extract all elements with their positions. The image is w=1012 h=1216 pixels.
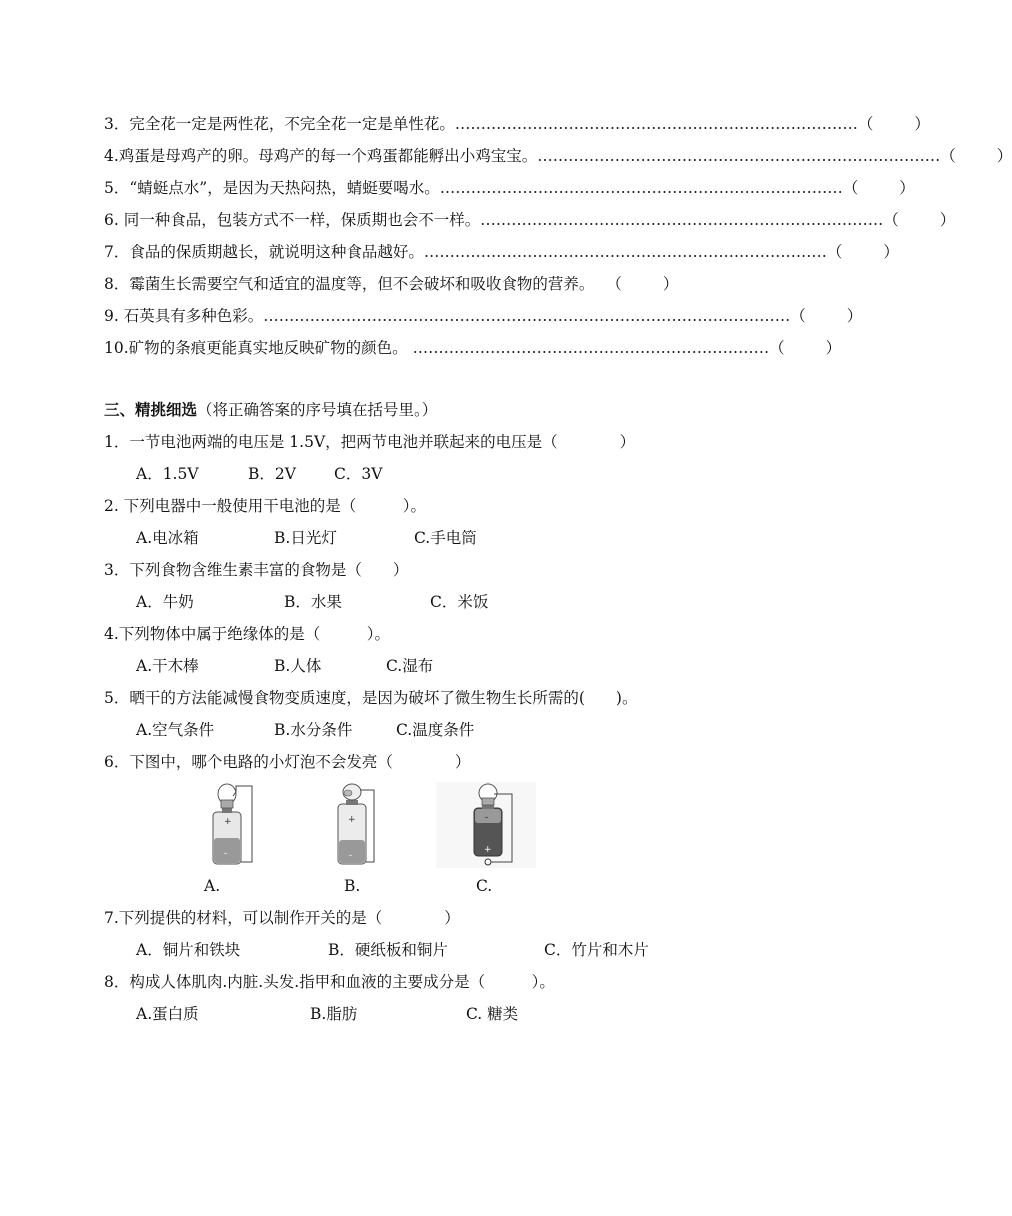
option-b[interactable]: B.脂肪 xyxy=(310,1005,358,1023)
svg-text:+: + xyxy=(484,845,492,855)
option-a[interactable]: A.干木棒 xyxy=(136,657,199,675)
judge-item-4 xyxy=(104,144,1012,168)
option-a[interactable]: A．牛奶 xyxy=(136,593,194,611)
option-b[interactable]: B.水分条件 xyxy=(274,721,353,739)
judge-text: 6. 同一种食品，包装方式不一样，保质期也会不一样。 xyxy=(104,211,481,229)
question-4: 4.下列物体中属于绝缘体的是（ ）。 xyxy=(104,625,391,643)
option-a[interactable]: A．1.5V xyxy=(136,465,199,483)
question-3: 3．下列食物含维生素丰富的食物是（ ） xyxy=(104,561,409,579)
judge-item-10 xyxy=(104,336,842,360)
leader-dots: …………………………………………………………………… xyxy=(423,243,827,261)
leader-dots xyxy=(594,272,606,296)
judge-item-7 xyxy=(104,240,899,264)
answer-blank[interactable]: （ ） xyxy=(883,211,956,229)
judge-text: 9. 石英具有多种色彩。 xyxy=(104,307,264,325)
section-instruction: （将正确答案的序号填在括号里。） xyxy=(197,401,438,419)
judge-text: 8．霉菌生长需要空气和适宜的温度等，但不会破坏和吸收食物的营养。 xyxy=(104,275,595,293)
option-c[interactable]: C．米饭 xyxy=(430,593,489,611)
section-heading xyxy=(104,398,437,422)
option-b[interactable]: B.人体 xyxy=(274,657,322,675)
judge-item-6 xyxy=(104,208,956,232)
circuit-label-c: C. xyxy=(476,877,493,895)
leader-dots: …………………………………………………………………… xyxy=(439,179,843,197)
judge-text: 3．完全花一定是两性花，不完全花一定是单性花。 xyxy=(104,115,455,133)
option-c[interactable]: C．竹片和木片 xyxy=(544,941,649,959)
judge-text: 7．食品的保质期越长，就说明这种食品越好。 xyxy=(104,243,424,261)
question-8: 8．构成人体肌肉.内脏.头发.指甲和血液的主要成分是（ ）。 xyxy=(104,973,555,991)
circuit-diagram-a[interactable] xyxy=(180,782,280,868)
leader-dots: …………………………………………………………… xyxy=(407,339,770,357)
option-b[interactable]: B.日光灯 xyxy=(274,529,337,547)
option-a[interactable]: A.电冰箱 xyxy=(136,529,199,547)
answer-blank[interactable]: （ ） xyxy=(857,115,930,133)
option-c[interactable]: C. 糖类 xyxy=(466,1005,519,1023)
leader-dots: …………………………………………………………………… xyxy=(454,115,858,133)
option-c[interactable]: C.湿布 xyxy=(386,657,434,675)
circuit-diagram-c[interactable] xyxy=(436,782,536,868)
svg-text:+: + xyxy=(224,817,232,827)
leader-dots: …………………………………………………………………… xyxy=(537,147,941,165)
option-c[interactable]: C.温度条件 xyxy=(396,721,475,739)
circuit-label-a: A. xyxy=(204,877,221,895)
leader-dots: …………………………………………………………………… xyxy=(480,211,884,229)
option-a[interactable]: A．铜片和铁块 xyxy=(136,941,241,959)
option-b[interactable]: B．水果 xyxy=(284,593,342,611)
judge-text: 10.矿物的条痕更能真实地反映矿物的颜色。 xyxy=(104,339,408,357)
section-title: 三、精挑细选 xyxy=(104,401,198,419)
svg-text:-: - xyxy=(224,849,228,859)
circuit-diagram-b[interactable] xyxy=(318,782,418,868)
question-6: 6．下图中，哪个电路的小灯泡不会发亮（ ） xyxy=(104,753,471,771)
leader-dots: ………………………………………………………………………………………… xyxy=(263,307,791,325)
circuit-label-b: B. xyxy=(344,877,361,895)
answer-blank[interactable]: （ ） xyxy=(826,243,899,261)
judge-text: 4.鸡蛋是母鸡产的卵。母鸡产的每一个鸡蛋都能孵出小鸡宝宝。 xyxy=(104,147,538,165)
judge-item-3 xyxy=(104,112,930,136)
option-a[interactable]: A.空气条件 xyxy=(136,721,215,739)
option-c[interactable]: C.手电筒 xyxy=(414,529,477,547)
option-b[interactable]: B．硬纸板和铜片 xyxy=(328,941,448,959)
svg-text:-: - xyxy=(485,813,489,823)
question-2: 2. 下列电器中一般使用干电池的是（ ）。 xyxy=(104,497,426,515)
answer-blank[interactable]: （ ） xyxy=(790,307,863,325)
answer-blank[interactable]: （ ） xyxy=(769,339,842,357)
option-c[interactable]: C．3V xyxy=(334,465,383,483)
judge-item-8 xyxy=(104,272,732,296)
judge-item-5 xyxy=(104,176,915,200)
question-7: 7.下列提供的材料，可以制作开关的是（ ） xyxy=(104,909,460,927)
judge-item-9 xyxy=(104,304,863,328)
answer-blank[interactable]: （ ） xyxy=(940,147,1012,165)
question-5: 5．晒干的方法能减慢食物变质速度，是因为破坏了微生物生长所需的( )。 xyxy=(104,689,638,707)
option-b[interactable]: B．2V xyxy=(248,465,296,483)
option-a[interactable]: A.蛋白质 xyxy=(136,1005,199,1023)
answer-blank[interactable]: （ ） xyxy=(842,179,915,197)
svg-text:-: - xyxy=(349,851,353,861)
question-1: 1．一节电池两端的电压是 1.5V，把两节电池并联起来的电压是（ ） xyxy=(104,433,636,451)
svg-text:+: + xyxy=(348,815,356,825)
judge-text: 5．“蜻蜓点水”，是因为天热闷热，蜻蜓要喝水。 xyxy=(104,179,440,197)
answer-blank[interactable]: （ ） xyxy=(606,275,679,293)
